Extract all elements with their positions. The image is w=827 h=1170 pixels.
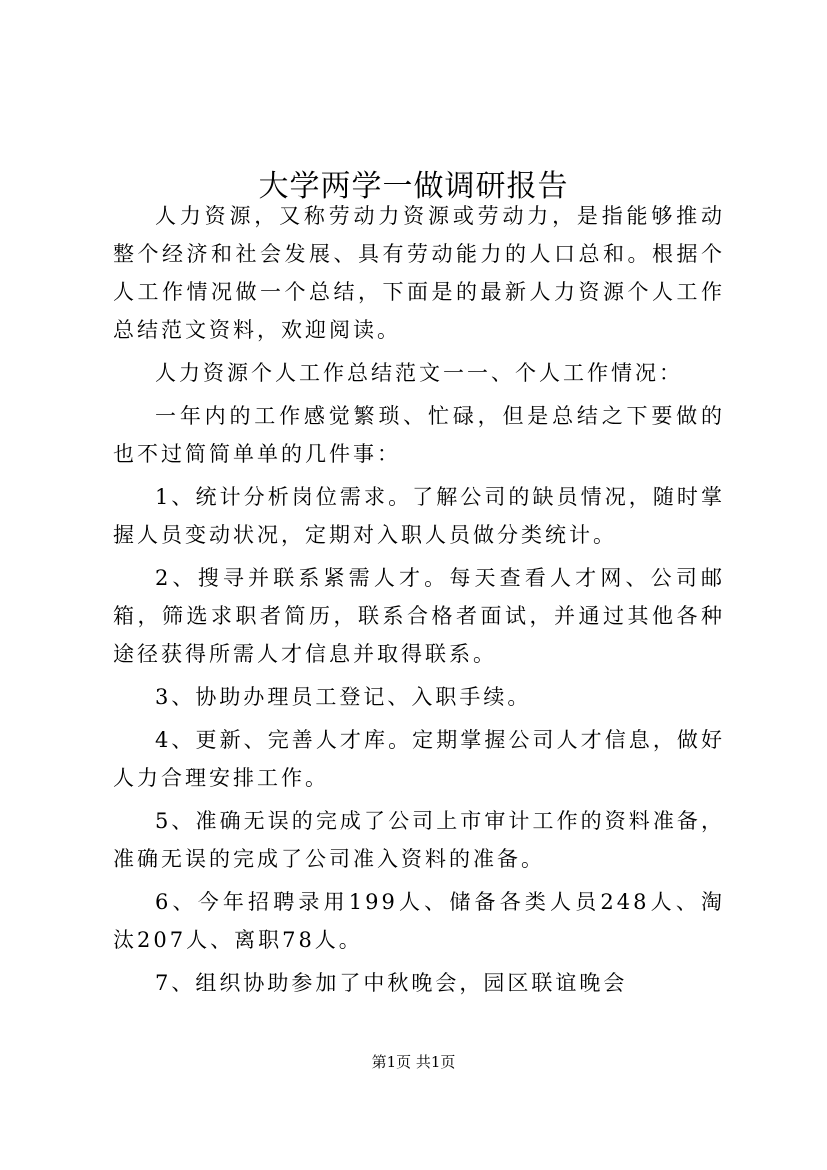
paragraph-item-6: 6、今年招聘录用199人、储备各类人员248人、淘汰207人、离职78人。	[113, 890, 725, 952]
paragraph-item-7: 7、组织协助参加了中秋晚会，园区联谊晚会	[155, 971, 628, 995]
paragraph-section-heading: 人力资源个人工作总结范文一一、个人工作情况：	[155, 361, 683, 385]
paragraph-item-5: 5、准确无误的完成了公司上市审计工作的资料准备，准确无误的完成了公司准入资料的准备。	[113, 809, 725, 871]
page-footer: 第1页 共1页	[371, 1053, 456, 1071]
paragraph-item-1: 1、统计分析岗位需求。了解公司的缺员情况，随时掌握人员变动状况，定期对入职人员做分类统计。	[113, 485, 725, 547]
paragraph-intro: 人力资源，又称劳动力资源或劳动力，是指能够推动整个经济和社会发展、具有劳动能力的人口总和。根据个人工作情况做一个总结，下面是的最新人力资源个人工作总结范文资料，欢迎阅读。	[113, 204, 725, 342]
paragraph-item-3: 3、协助办理员工登记、入职手续。	[155, 685, 532, 709]
paragraph-item-2: 2、搜寻并联系紧需人才。每天查看人才网、公司邮箱，筛选求职者简历，联系合格者面试，并通过其他各种途径获得所需人才信息并取得联系。	[113, 566, 725, 666]
document-body	[113, 197, 725, 1002]
document-title: 大学两学一做调研报告	[258, 169, 569, 205]
paragraph-item-4: 4、更新、完善人才库。定期掌握公司人才信息，做好人力合理安排工作。	[113, 728, 725, 790]
paragraph-summary: 一年内的工作感觉繁琐、忙碌，但是总结之下要做的也不过简简单单的几件事：	[113, 404, 725, 466]
